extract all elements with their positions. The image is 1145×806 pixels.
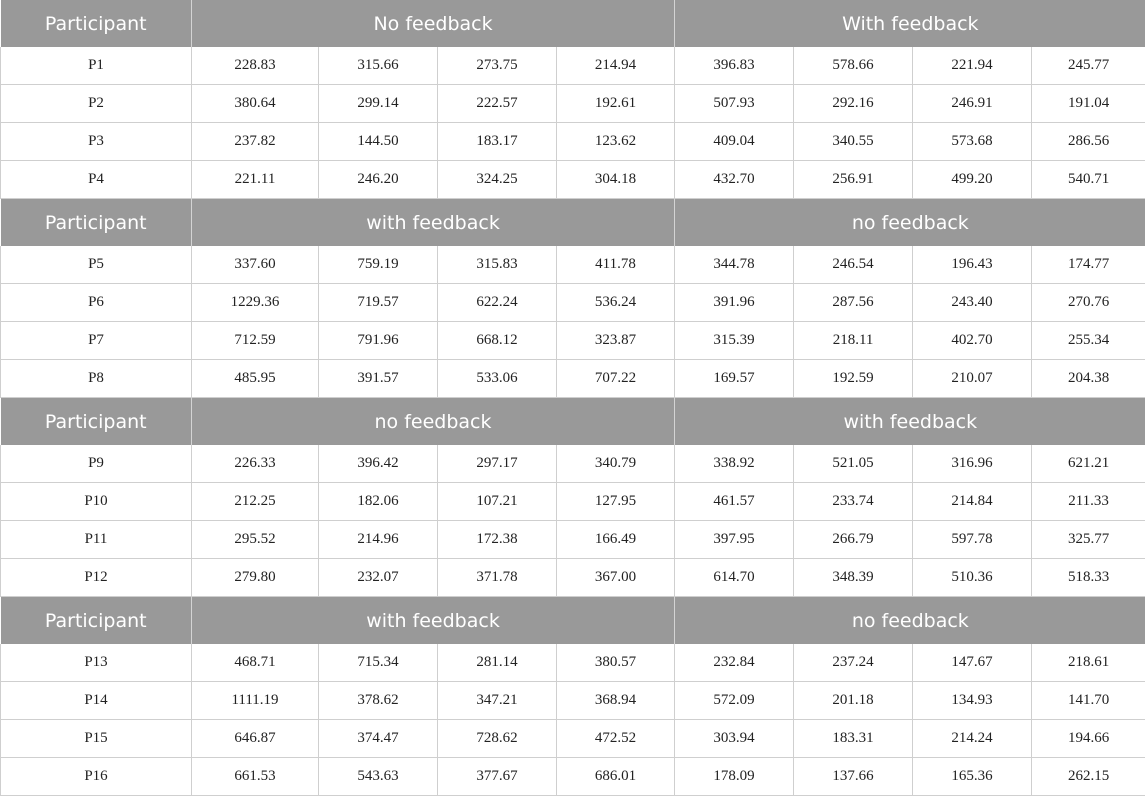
value-cell: 201.18 [794,682,913,720]
value-cell: 304.18 [557,161,675,199]
participant-id: P6 [1,284,192,322]
value-cell: 432.70 [675,161,794,199]
value-cell: 218.11 [794,322,913,360]
value-cell: 338.92 [675,445,794,483]
value-cell: 222.57 [438,85,557,123]
value-cell: 243.40 [913,284,1032,322]
value-cell: 378.62 [319,682,438,720]
value-cell: 578.66 [794,47,913,85]
value-cell: 661.53 [192,758,319,796]
value-cell: 137.66 [794,758,913,796]
value-cell: 169.57 [675,360,794,398]
value-cell: 621.21 [1032,445,1145,483]
value-cell: 246.91 [913,85,1032,123]
value-cell: 344.78 [675,246,794,284]
participant-header: Participant [1,597,192,645]
value-cell: 707.22 [557,360,675,398]
table-row [1,682,1145,720]
table-row [1,161,1145,199]
participant-id: P14 [1,682,192,720]
value-cell: 468.71 [192,644,319,682]
table-row [1,521,1145,559]
value-cell: 315.66 [319,47,438,85]
value-cell: 715.34 [319,644,438,682]
value-cell: 377.67 [438,758,557,796]
value-cell: 411.78 [557,246,675,284]
value-cell: 1229.36 [192,284,319,322]
participant-id: P12 [1,559,192,597]
participant-id: P7 [1,322,192,360]
value-cell: 214.96 [319,521,438,559]
value-cell: 791.96 [319,322,438,360]
value-cell: 402.70 [913,322,1032,360]
value-cell: 141.70 [1032,682,1145,720]
value-cell: 536.24 [557,284,675,322]
value-cell: 192.61 [557,85,675,123]
table-row [1,445,1145,483]
table-row [1,758,1145,796]
value-cell: 712.59 [192,322,319,360]
table-row [1,559,1145,597]
condition-a-header: no feedback [192,398,675,446]
value-cell: 540.71 [1032,161,1145,199]
value-cell: 668.12 [438,322,557,360]
value-cell: 204.38 [1032,360,1145,398]
participant-id: P10 [1,483,192,521]
table-row [1,123,1145,161]
value-cell: 256.91 [794,161,913,199]
table-row [1,246,1145,284]
value-cell: 245.77 [1032,47,1145,85]
value-cell: 266.79 [794,521,913,559]
value-cell: 214.84 [913,483,1032,521]
value-cell: 214.24 [913,720,1032,758]
value-cell: 127.95 [557,483,675,521]
table-row [1,360,1145,398]
value-cell: 533.06 [438,360,557,398]
value-cell: 614.70 [675,559,794,597]
value-cell: 286.56 [1032,123,1145,161]
value-cell: 262.15 [1032,758,1145,796]
value-cell: 340.79 [557,445,675,483]
value-cell: 144.50 [319,123,438,161]
table-row [1,483,1145,521]
value-cell: 273.75 [438,47,557,85]
value-cell: 380.57 [557,644,675,682]
value-cell: 325.77 [1032,521,1145,559]
table-row [1,284,1145,322]
value-cell: 232.84 [675,644,794,682]
value-cell: 279.80 [192,559,319,597]
value-cell: 409.04 [675,123,794,161]
value-cell: 292.16 [794,85,913,123]
value-cell: 499.20 [913,161,1032,199]
value-cell: 183.17 [438,123,557,161]
value-cell: 192.59 [794,360,913,398]
table-row [1,322,1145,360]
table-row [1,85,1145,123]
value-cell: 295.52 [192,521,319,559]
participant-id: P11 [1,521,192,559]
value-cell: 368.94 [557,682,675,720]
value-cell: 221.11 [192,161,319,199]
condition-b-header: no feedback [675,597,1145,645]
value-cell: 303.94 [675,720,794,758]
value-cell: 299.14 [319,85,438,123]
value-cell: 194.66 [1032,720,1145,758]
participant-id: P3 [1,123,192,161]
value-cell: 728.62 [438,720,557,758]
value-cell: 237.24 [794,644,913,682]
participant-id: P2 [1,85,192,123]
participant-id: P13 [1,644,192,682]
condition-b-header: no feedback [675,199,1145,247]
value-cell: 123.62 [557,123,675,161]
table-row [1,720,1145,758]
value-cell: 518.33 [1032,559,1145,597]
value-cell: 374.47 [319,720,438,758]
value-cell: 347.21 [438,682,557,720]
value-cell: 622.24 [438,284,557,322]
value-cell: 287.56 [794,284,913,322]
value-cell: 183.31 [794,720,913,758]
value-cell: 485.95 [192,360,319,398]
value-cell: 315.83 [438,246,557,284]
value-cell: 543.63 [319,758,438,796]
participant-header: Participant [1,0,192,47]
value-cell: 759.19 [319,246,438,284]
condition-a-header: No feedback [192,0,675,47]
table-row [1,47,1145,85]
value-cell: 316.96 [913,445,1032,483]
value-cell: 597.78 [913,521,1032,559]
value-cell: 391.96 [675,284,794,322]
participant-id: P9 [1,445,192,483]
value-cell: 214.94 [557,47,675,85]
condition-b-header: with feedback [675,398,1145,446]
participant-header: Participant [1,199,192,247]
section-header-row [1,597,1145,645]
value-cell: 182.06 [319,483,438,521]
value-cell: 147.67 [913,644,1032,682]
value-cell: 232.07 [319,559,438,597]
value-cell: 174.77 [1032,246,1145,284]
value-cell: 211.33 [1032,483,1145,521]
value-cell: 646.87 [192,720,319,758]
participant-id: P5 [1,246,192,284]
value-cell: 348.39 [794,559,913,597]
value-cell: 270.76 [1032,284,1145,322]
value-cell: 246.20 [319,161,438,199]
value-cell: 461.57 [675,483,794,521]
participant-id: P4 [1,161,192,199]
value-cell: 210.07 [913,360,1032,398]
value-cell: 226.33 [192,445,319,483]
section-header-row [1,199,1145,247]
table-body [1,0,1145,796]
value-cell: 172.38 [438,521,557,559]
value-cell: 371.78 [438,559,557,597]
participant-id: P15 [1,720,192,758]
value-cell: 212.25 [192,483,319,521]
participant-id: P8 [1,360,192,398]
participant-header: Participant [1,398,192,446]
value-cell: 507.93 [675,85,794,123]
value-cell: 246.54 [794,246,913,284]
value-cell: 191.04 [1032,85,1145,123]
value-cell: 391.57 [319,360,438,398]
value-cell: 367.00 [557,559,675,597]
condition-a-header: with feedback [192,199,675,247]
value-cell: 218.61 [1032,644,1145,682]
value-cell: 237.82 [192,123,319,161]
value-cell: 686.01 [557,758,675,796]
value-cell: 573.68 [913,123,1032,161]
value-cell: 323.87 [557,322,675,360]
value-cell: 134.93 [913,682,1032,720]
value-cell: 380.64 [192,85,319,123]
condition-a-header: with feedback [192,597,675,645]
value-cell: 340.55 [794,123,913,161]
value-cell: 228.83 [192,47,319,85]
value-cell: 165.36 [913,758,1032,796]
value-cell: 396.83 [675,47,794,85]
condition-b-header: With feedback [675,0,1145,47]
value-cell: 472.52 [557,720,675,758]
value-cell: 178.09 [675,758,794,796]
value-cell: 521.05 [794,445,913,483]
value-cell: 572.09 [675,682,794,720]
value-cell: 255.34 [1032,322,1145,360]
value-cell: 196.43 [913,246,1032,284]
section-header-row [1,0,1145,47]
value-cell: 397.95 [675,521,794,559]
value-cell: 166.49 [557,521,675,559]
value-cell: 221.94 [913,47,1032,85]
value-cell: 1111.19 [192,682,319,720]
value-cell: 315.39 [675,322,794,360]
value-cell: 396.42 [319,445,438,483]
value-cell: 297.17 [438,445,557,483]
participant-id: P16 [1,758,192,796]
value-cell: 107.21 [438,483,557,521]
value-cell: 510.36 [913,559,1032,597]
table-row [1,644,1145,682]
participant-id: P1 [1,47,192,85]
value-cell: 719.57 [319,284,438,322]
section-header-row [1,398,1145,446]
value-cell: 281.14 [438,644,557,682]
value-cell: 324.25 [438,161,557,199]
value-cell: 233.74 [794,483,913,521]
value-cell: 337.60 [192,246,319,284]
